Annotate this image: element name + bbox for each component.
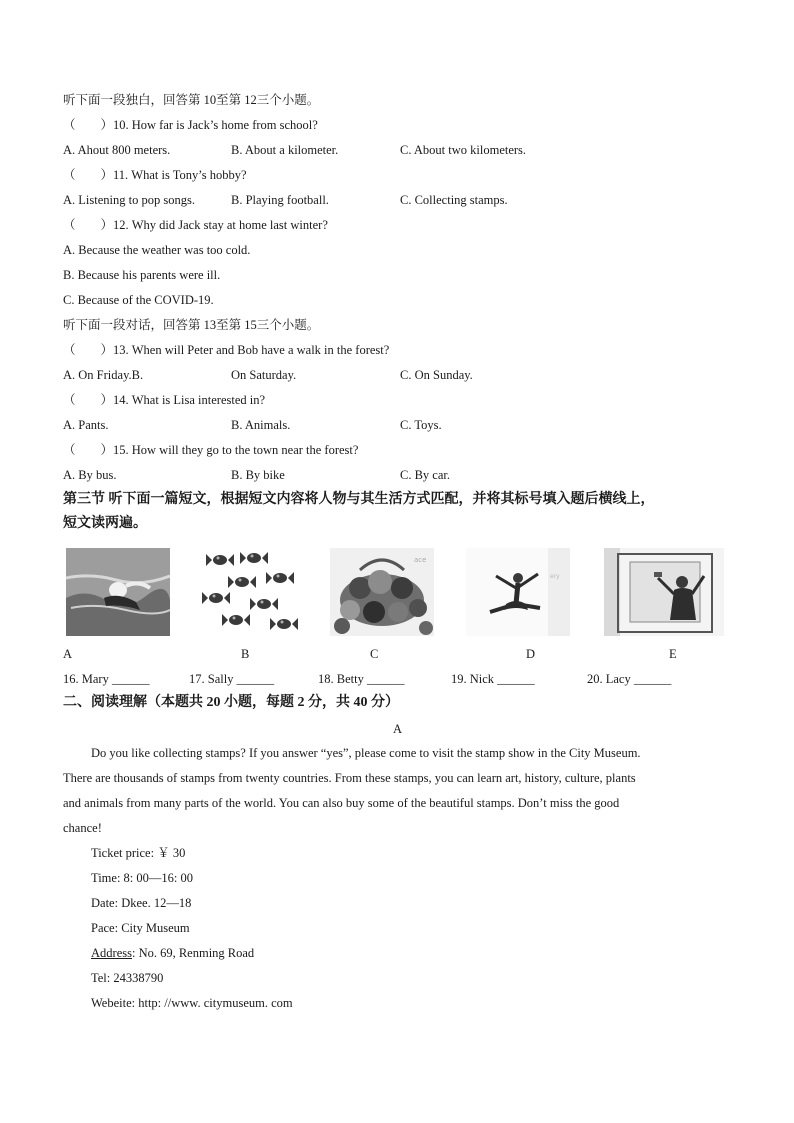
info-place: Pace: City Museum [91,921,190,935]
question-14: （ ）14. What is Lisa interested in? [63,393,266,407]
option-a: A. Listening to pop songs. [63,193,195,207]
info-time: Time: 8: 00—16: 00 [91,871,193,885]
question-15: （ ）15. How will they go to the town near the forest? [63,443,359,457]
picture-d-dancer [466,548,570,636]
question-12: （ ）12. Why did Jack stay at home last winter? [63,218,328,232]
option-c: C. By car. [400,468,450,482]
info-tel: Tel: 24338790 [91,971,164,985]
picture-label-d: D [526,647,536,661]
match-item-20: 20. Lacy ______ [587,672,672,686]
section-intro-a: 听下面一段独白，回答第 10至第 12三个小题。 [63,93,320,107]
info-website: Webeite: http: //www. citymuseum. com [91,996,293,1010]
option-c: C. Toys. [400,418,442,432]
picture-c-vegetables [330,548,434,636]
svg-text:ace: ace [414,556,427,564]
info-address [91,945,254,961]
part2-title: 二、阅读理解（本题共 20 小题，每题 2 分，共 40 分） [63,695,399,710]
option-c: C. On Sunday. [400,368,473,382]
option-b: B. About a kilometer. [231,143,339,157]
match-item-19: 19. Nick ______ [451,672,535,686]
passage-line-1: Do you like collecting stamps? If you answer “yes”, please come to visit the stamp show in the City Museum. [91,746,641,760]
option-b: B. Playing football. [231,193,329,207]
section-intro-b: 听下面一段对话，回答第 13至第 15三个小题。 [63,318,320,332]
option-b: B. By bike [231,468,285,482]
info-date: Date: Dkee. 12—18 [91,896,192,910]
section3-heading-cont: 短文读两遍。 [63,516,147,531]
picture-e-window-cleaner [604,548,724,636]
option-b: On Saturday. [231,368,297,382]
section3-heading: 第三节 听下面一篇短文，根据短文内容将人物与其生活方式匹配，并将其标号填入题后横线上， [63,492,655,507]
match-item-16: 16. Mary ______ [63,672,150,686]
address-label: Address [91,946,132,960]
question-10: （ ）10. How far is Jack’s home from school? [63,118,318,132]
picture-label-b: B [241,647,250,661]
info-ticket: Ticket price: ￥ 30 [91,846,186,860]
address-value: : No. 69, Renming Road [131,946,255,960]
option-a: A. By bus. [63,468,117,482]
passage-line-2: There are thousands of stamps from twenty countries. From these stamps, you can learn art, history, culture, plants [63,771,636,785]
match-item-18: 18. Betty ______ [318,672,405,686]
question-11: （ ）11. What is Tony’s hobby? [63,168,247,182]
passage-label: A [393,722,403,736]
option-a: A. Pants. [63,418,109,432]
passage-line-4: chance! [63,821,102,835]
option-a: A. Ahout 800 meters. [63,143,171,157]
option-c: C. Collecting stamps. [400,193,508,207]
option-b: B. Animals. [231,418,291,432]
question-13: （ ）13. When will Peter and Bob have a walk in the forest? [63,343,390,357]
match-item-17: 17. Sally ______ [189,672,275,686]
question-12-option-a: A. Because the weather was too cold. [63,243,251,257]
picture-b-candies [202,548,298,636]
picture-label-a: A [63,647,73,661]
svg-text:ery: ery [550,573,560,580]
question-12-option-c: C. Because of the COVID-19. [63,293,214,307]
passage-line-3: and animals from many parts of the world. You can also buy some of the beautiful stamps. Don’t miss the good [63,796,620,810]
picture-a-swimmer [66,548,170,636]
question-12-option-b: B. Because his parents were ill. [63,268,221,282]
picture-label-e: E [669,647,677,661]
option-c: C. About two kilometers. [400,143,527,157]
option-a: A. On Friday.B. [63,368,144,382]
picture-label-c: C [370,647,379,661]
